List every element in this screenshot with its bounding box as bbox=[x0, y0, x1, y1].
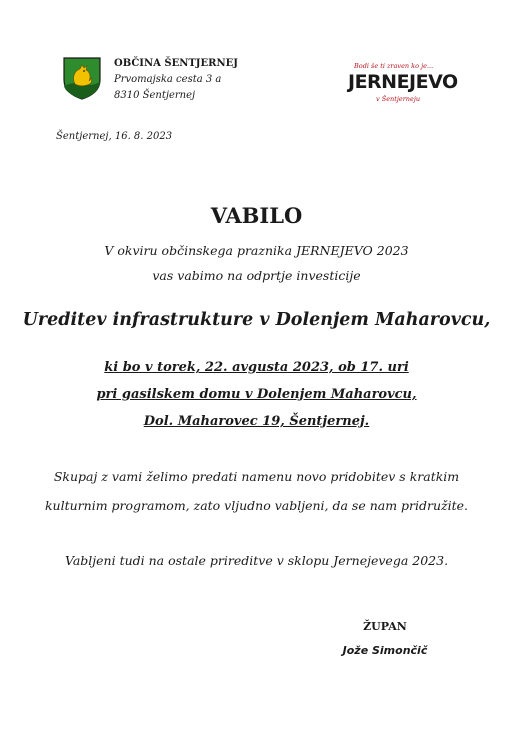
body-paragraph-line-2: kulturnim programom, zato vljudno vabljeni, da se nam pridružite. bbox=[44, 498, 469, 513]
address-street: Prvomajska cesta 3 a bbox=[114, 74, 222, 85]
signature-role: ŽUPAN bbox=[363, 620, 407, 633]
event-detail-time: ki bo v torek, 22. avgusta 2023, ob 17. uri bbox=[104, 360, 409, 375]
brand-wordmark: JERNEJEVO bbox=[348, 71, 458, 93]
event-headline: Ureditev infrastrukture v Dolenjem Maharovcu, bbox=[22, 310, 491, 330]
brand-tagline-top: Bodi še ti zraven ko je... bbox=[354, 62, 434, 70]
date-line: Šentjernej, 16. 8. 2023 bbox=[56, 131, 173, 142]
municipality-crest-logo bbox=[62, 56, 102, 100]
body-paragraph-2: Vabljeni tudi na ostale prireditve v sklopu Jernejevega 2023. bbox=[64, 553, 449, 568]
document-title: VABILO bbox=[210, 203, 303, 228]
brand-tagline-bottom: v Šentjerneju bbox=[376, 95, 421, 103]
signature-name: Jože Simončič bbox=[342, 644, 428, 657]
jernejevo-brand-logo bbox=[348, 62, 458, 108]
event-detail-address: Dol. Maharovec 19, Šentjernej. bbox=[143, 414, 370, 429]
organization-address-block bbox=[114, 56, 238, 104]
intro-line-1: V okviru občinskega praznika JERNEJEVO 2023 bbox=[104, 243, 409, 258]
body-paragraph-line-1: Skupaj z vami želimo predati namenu novo pridobitev s kratkim bbox=[53, 469, 460, 484]
address-postal: 8310 Šentjernej bbox=[114, 90, 196, 101]
event-detail-location: pri gasilskem domu v Dolenjem Maharovcu, bbox=[96, 387, 417, 402]
organization-name: OBČINA ŠENTJERNEJ bbox=[114, 58, 238, 69]
intro-line-2: vas vabimo na odprtje investicije bbox=[152, 268, 361, 283]
